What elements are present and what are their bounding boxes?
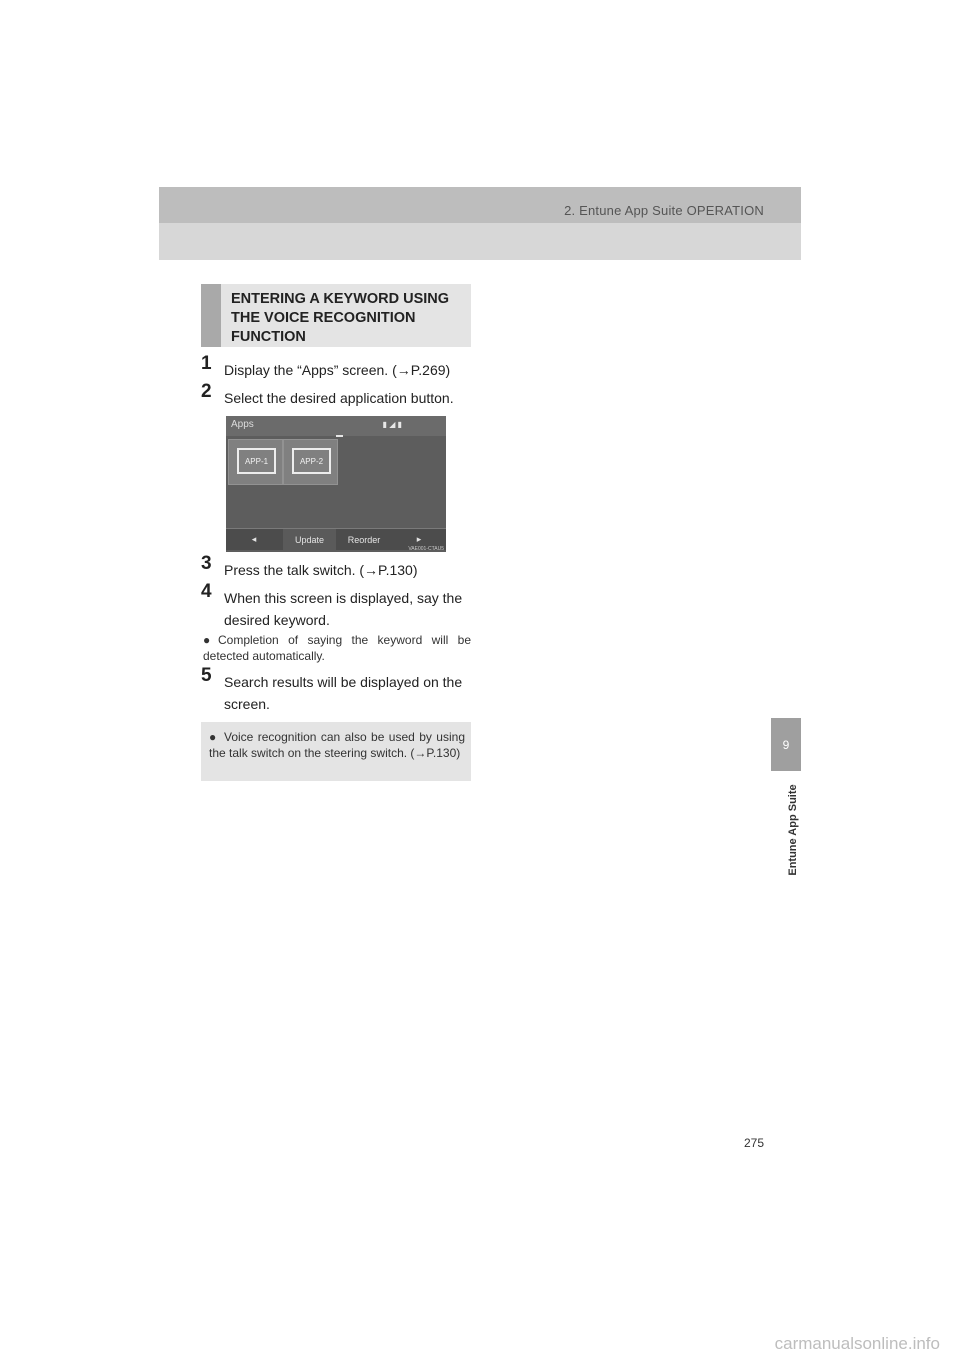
section-heading — [201, 284, 471, 347]
watermark-text: carmanualsonline.info — [774, 1334, 940, 1353]
update-button: Update — [283, 529, 336, 550]
info-note-text: Voice recognition can also be used by using the talk switch on the steering switch. (→P.130) — [209, 730, 465, 760]
step-number: 2 — [201, 381, 212, 402]
prev-arrow-icon: ◂ — [251, 534, 257, 544]
watermark — [0, 1334, 960, 1358]
section-heading-text: ENTERING A KEYWORD USING THE VOICE RECOGNITION FUNCTION — [231, 291, 450, 345]
step-number: 1 — [201, 353, 212, 374]
chapter-tab — [771, 718, 801, 771]
step-number: 5 — [201, 665, 212, 686]
screen-titlebar — [226, 416, 446, 436]
header-title: 2. Entune App Suite OPERATION — [564, 203, 764, 218]
step-2 — [201, 381, 473, 409]
apps-screenshot — [226, 416, 446, 552]
reorder-button: Reorder — [347, 534, 381, 545]
step-number: 3 — [201, 553, 212, 574]
bullet-icon: ● — [209, 730, 217, 744]
page-number: 275 — [744, 1136, 765, 1150]
next-arrow-icon: ▸ — [416, 534, 422, 544]
step-4 — [201, 581, 473, 631]
header-band-top — [159, 187, 801, 223]
step-5 — [201, 665, 473, 715]
chapter-label: Entune App Suite — [787, 784, 799, 876]
info-note — [209, 729, 465, 761]
bullet-icon: ● — [203, 633, 211, 647]
section-heading-bar — [201, 284, 221, 347]
step-4-note-text: Completion of saying the keyword will be detected automatically. — [203, 633, 471, 663]
step-text: Display the “Apps” screen. (→P.269) — [224, 362, 451, 378]
image-code: VAE001-CTAU5 — [408, 546, 444, 552]
step-text: Select the desired application button. — [224, 390, 454, 406]
app-2-button: APP-2 — [292, 448, 331, 474]
app-1-button: APP-1 — [237, 448, 276, 474]
step-number: 4 — [201, 581, 212, 602]
step-text: Press the talk switch. (→P.130) — [224, 562, 418, 578]
step-4-note — [203, 632, 471, 664]
info-box — [201, 722, 471, 781]
page-indicator — [336, 435, 343, 437]
screen-title: Apps — [231, 419, 254, 430]
step-text: Search results will be displayed on the screen. — [224, 674, 463, 712]
step-1 — [201, 353, 473, 381]
step-text: When this screen is displayed, say the desired keyword. — [224, 590, 463, 628]
app-tile-1 — [228, 439, 283, 485]
signal-status-icon: ▮ ◢ ▮ — [382, 420, 402, 429]
step-3 — [201, 553, 473, 581]
app-tile-2 — [283, 439, 338, 485]
chapter-side-label — [786, 770, 800, 890]
chapter-number: 9 — [782, 737, 790, 752]
header-band — [159, 187, 801, 260]
